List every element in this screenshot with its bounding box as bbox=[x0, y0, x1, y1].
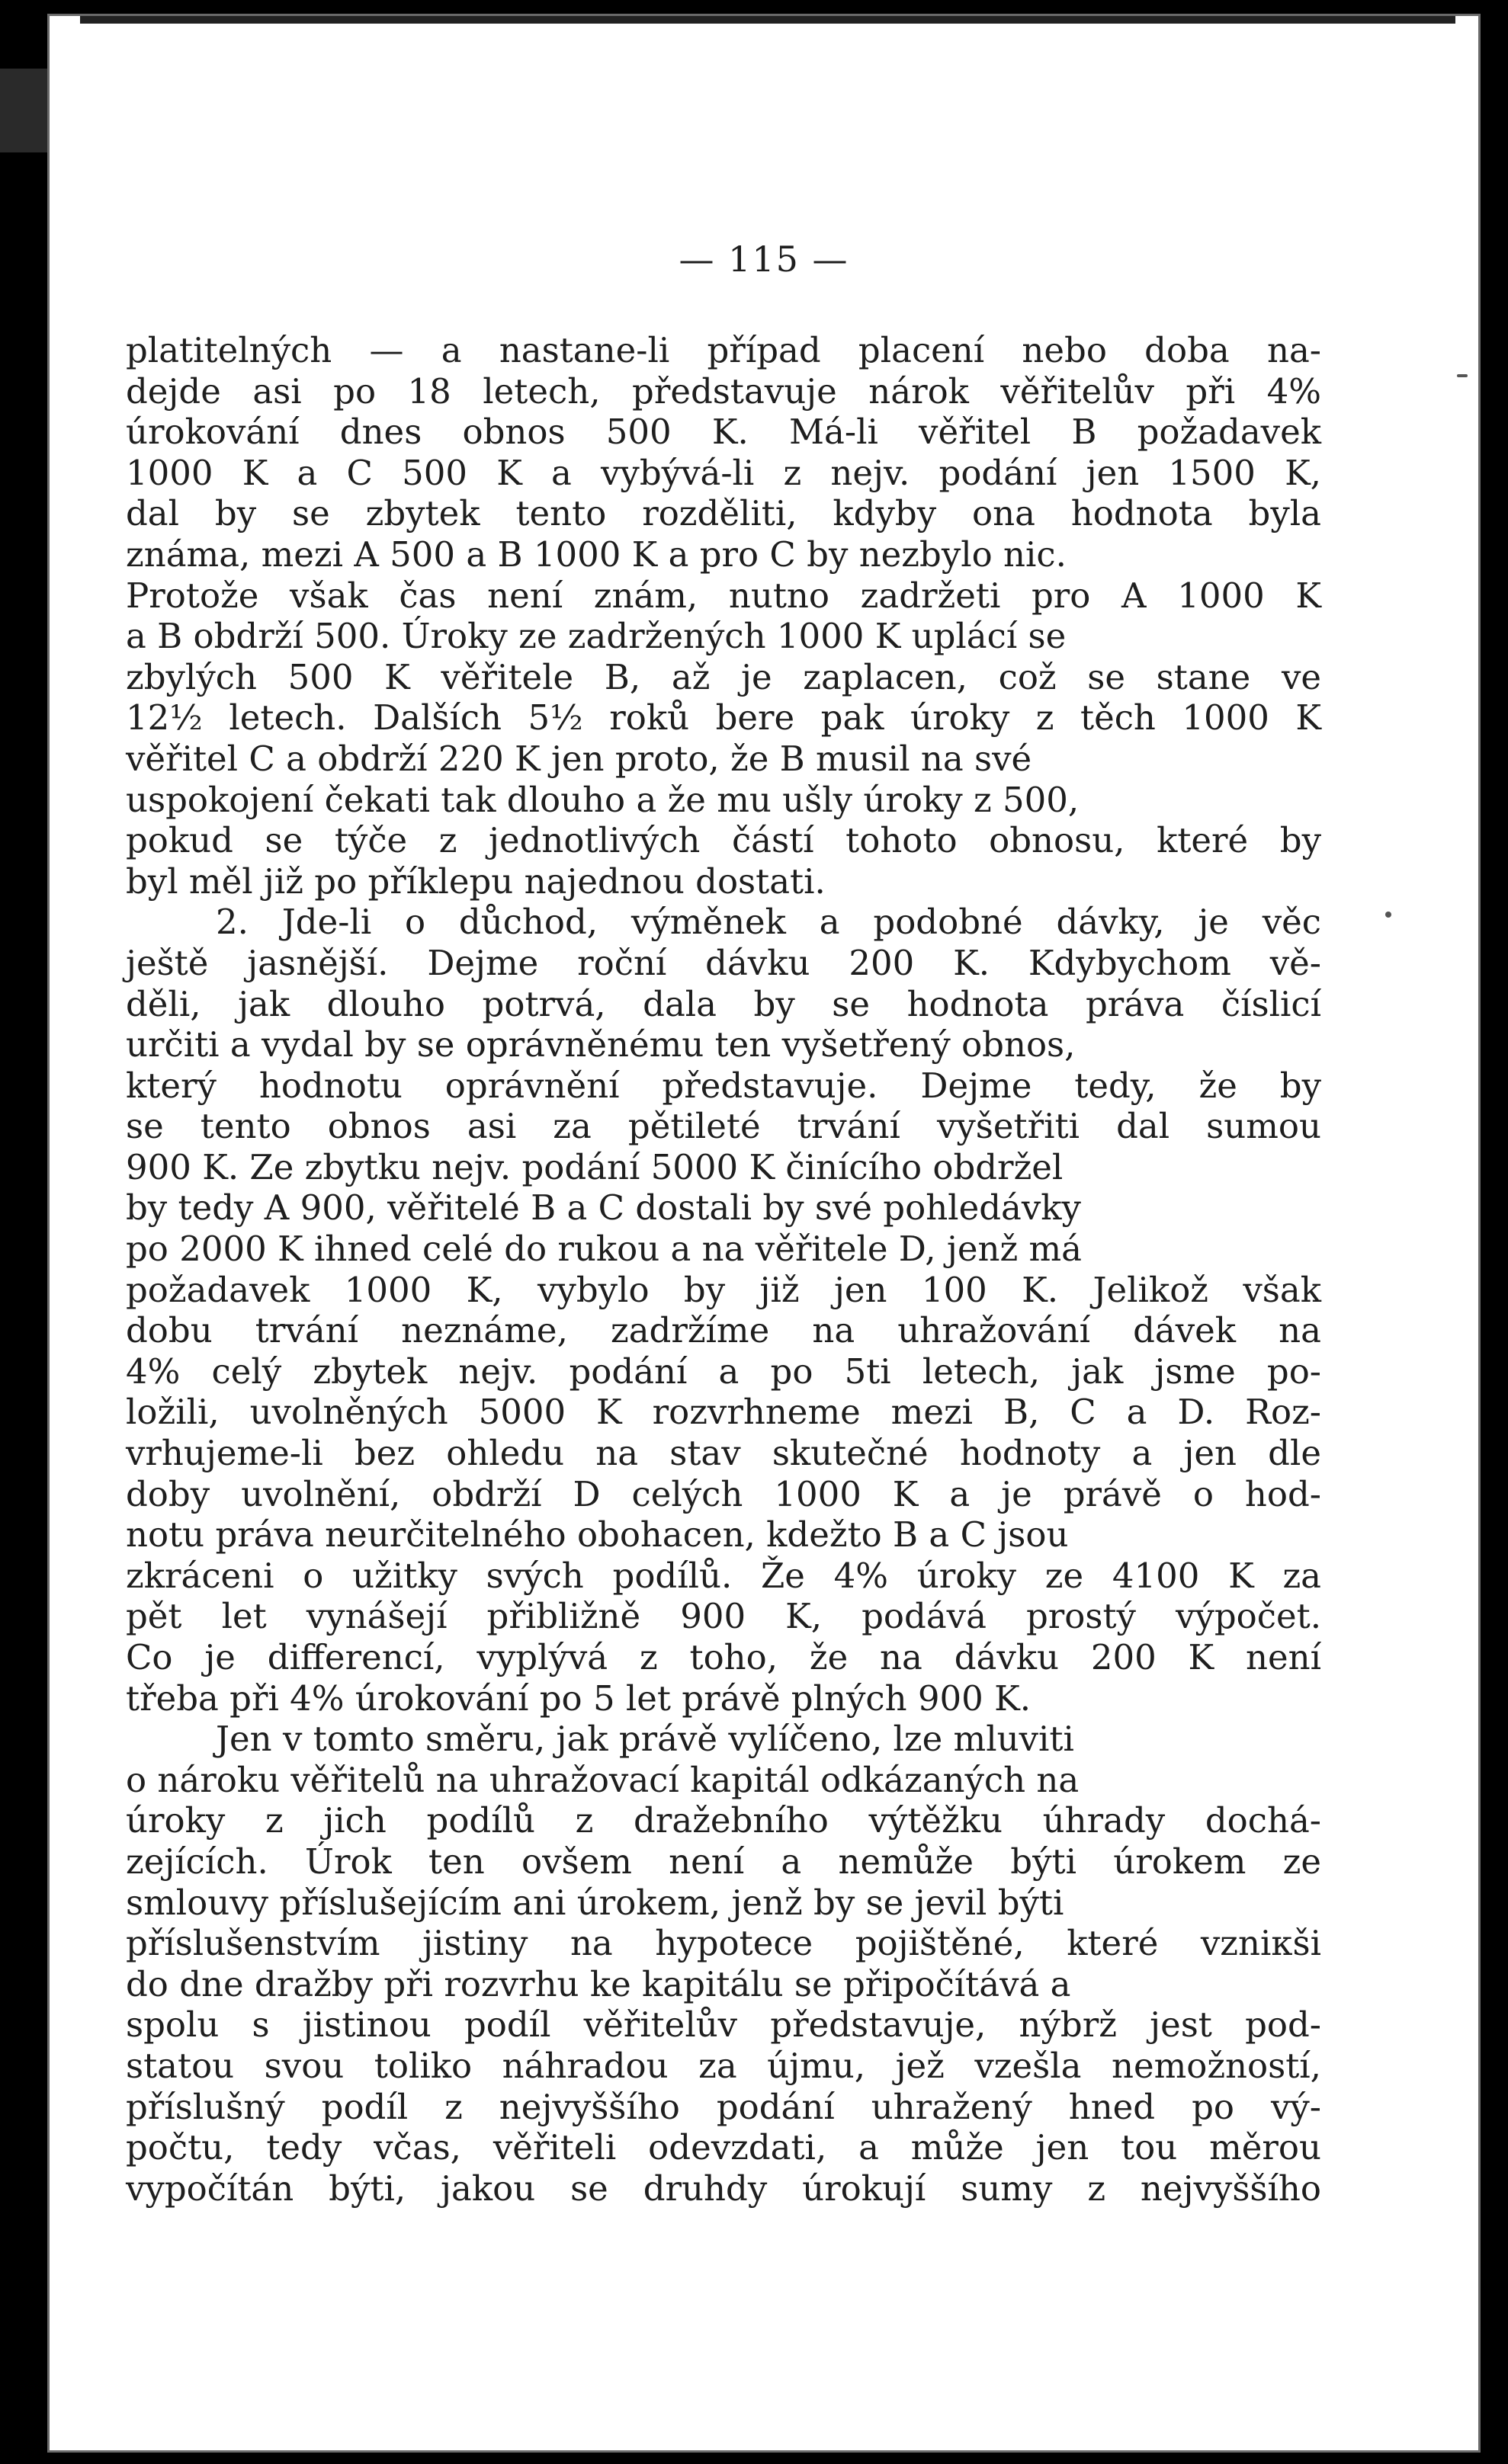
text-line: úrokování dnes obnos 500 K. Má-li věřitel B požadavek bbox=[126, 412, 1321, 453]
text-line: se tento obnos asi za pětileté trvání vyšetřiti dal sumou bbox=[126, 1106, 1321, 1147]
text-line: děli, jak dlouho potrvá, dala by se hodnota práva číslicí bbox=[126, 983, 1321, 1024]
text-line: zejících. Úrok ten ovšem není a nemůže býti úrokem ze bbox=[126, 1841, 1321, 1882]
text-line: zkráceni o užitky svých podílů. Že 4% úroky ze 4100 K za bbox=[126, 1555, 1321, 1596]
text-line: vrhujeme-li bez ohledu na stav skutečné hodnoty a jen dle bbox=[126, 1433, 1321, 1474]
text-line: do dne dražby při rozvrhu ke kapitálu se připočítává a bbox=[126, 1963, 1071, 2004]
text-line: příslušný podíl z nejvyššího podání uhražený hned po vý- bbox=[126, 2086, 1321, 2127]
scan-edge-shadow bbox=[0, 69, 47, 152]
text-line: požadavek 1000 K, vybylo by již jen 100 K. Jelikož však bbox=[126, 1269, 1321, 1310]
top-edge-rule bbox=[80, 16, 1455, 24]
text-line: o nároku věřitelů na uhražovací kapitál odkázaných na bbox=[126, 1759, 1080, 1800]
text-line: počtu, tedy včas, věřiteli odevzdati, a může jen tou měrou bbox=[126, 2127, 1321, 2168]
paper-speck bbox=[1385, 912, 1391, 918]
text-line: Jen v tomto směru, jak právě vylíčeno, lze mluviti bbox=[216, 1719, 1074, 1760]
text-line: věřitel C a obdrží 220 K jen proto, že B musil na své bbox=[126, 738, 1032, 779]
text-line: 12½ letech. Dalších 5½ roků bere pak úroky z těch 1000 K bbox=[126, 697, 1321, 739]
text-line: ještě jasnější. Dejme roční dávku 200 K. Kdybychom vě- bbox=[126, 942, 1321, 983]
text-line: úroky z jich podílů z dražebního výtěžku úhrady dochá- bbox=[126, 1800, 1321, 1841]
text-line: dobu trvání neznáme, zadržíme na uhražování dávek na bbox=[126, 1310, 1321, 1351]
text-line: platitelných — a nastane-li případ placení nebo doba na- bbox=[126, 330, 1321, 370]
text-line: smlouvy příslušejícím ani úrokem, jenž by se jevil býti bbox=[126, 1882, 1064, 1923]
text-line: dejde asi po 18 letech, představuje nárok věřitelův při 4% bbox=[126, 370, 1321, 412]
text-line: byl měl již po příklepu najednou dostati. bbox=[126, 860, 826, 902]
text-line: ložili, uvolněných 5000 K rozvrhneme mezi B, C a D. Roz- bbox=[126, 1392, 1321, 1433]
text-line: notu práva neurčitelného obohacen, kdežto B a C jsou bbox=[126, 1514, 1069, 1556]
text-line: Co je differencí, vyplývá z toho, že na dávku 200 K není bbox=[126, 1637, 1321, 1677]
text-line: pět let vynášejí přibližně 900 K, podává prostý výpočet. bbox=[126, 1596, 1321, 1637]
text-line: příslušenstvím jistiny na hypotece pojištěné, které vzniкši bbox=[126, 1923, 1321, 1964]
text-line: a B obdrží 500. Úroky ze zadržených 1000 K uplácí se bbox=[126, 616, 1067, 657]
text-line: Protože však čas není znám, nutno zadržeti pro A 1000 K bbox=[126, 575, 1321, 616]
text-line: uspokojení čekati tak dlouho a že mu ušly úroky z 500, bbox=[126, 779, 1080, 820]
text-line: zbylých 500 K věřitele B, až je zaplacen, což se stane ve bbox=[126, 656, 1321, 697]
text-line: 2. Jde-li o důchod, výměnek a podobné dávky, je věc bbox=[216, 902, 1321, 943]
text-line: po 2000 K ihned celé do rukou a na věřitele D, jenž má bbox=[126, 1229, 1082, 1270]
text-line: statou svou toliko náhradou za újmu, jež vzešla nemožností, bbox=[126, 2045, 1321, 2086]
text-line: který hodnotu oprávnění představuje. Dejme tedy, že by bbox=[126, 1065, 1321, 1106]
text-line: vypočítán býti, jakou se druhdy úrokují sumy z nejvyššího bbox=[126, 2168, 1321, 2209]
text-line: 1000 K a C 500 K a vybývá-li z nejv. podání jen 1500 K, bbox=[126, 452, 1321, 493]
text-line: by tedy A 900, věřitelé B a C dostali by své pohledávky bbox=[126, 1187, 1081, 1229]
body-text bbox=[126, 330, 1321, 2209]
text-line: pokud se týče z jednotlivých částí tohoto obnosu, které by bbox=[126, 820, 1321, 861]
text-line: 4% celý zbytek nejv. podání a po 5ti letech, jak jsme po- bbox=[126, 1351, 1321, 1392]
text-line: spolu s jistinou podíl věřitelův představuje, nýbrž jest pod- bbox=[126, 2004, 1321, 2046]
text-line: třeba při 4% úrokování po 5 let právě plných 900 K. bbox=[126, 1677, 1032, 1719]
page-number: — 115 — bbox=[679, 239, 849, 280]
text-line: známa, mezi A 500 a B 1000 K a pro C by nezbylo nic. bbox=[126, 533, 1067, 575]
paper-speck bbox=[1457, 374, 1468, 377]
text-line: dal by se zbytek tento rozděliti, kdyby ona hodnota byla bbox=[126, 493, 1321, 534]
text-line: doby uvolnění, obdrží D celých 1000 K a je právě o hod- bbox=[126, 1473, 1321, 1514]
text-line: určiti a vydal by se oprávněnému ten vyšetřený obnos, bbox=[126, 1024, 1076, 1065]
book-page bbox=[47, 14, 1481, 2453]
text-line: 900 K. Ze zbytku nejv. podání 5000 K činícího obdržel bbox=[126, 1146, 1064, 1187]
